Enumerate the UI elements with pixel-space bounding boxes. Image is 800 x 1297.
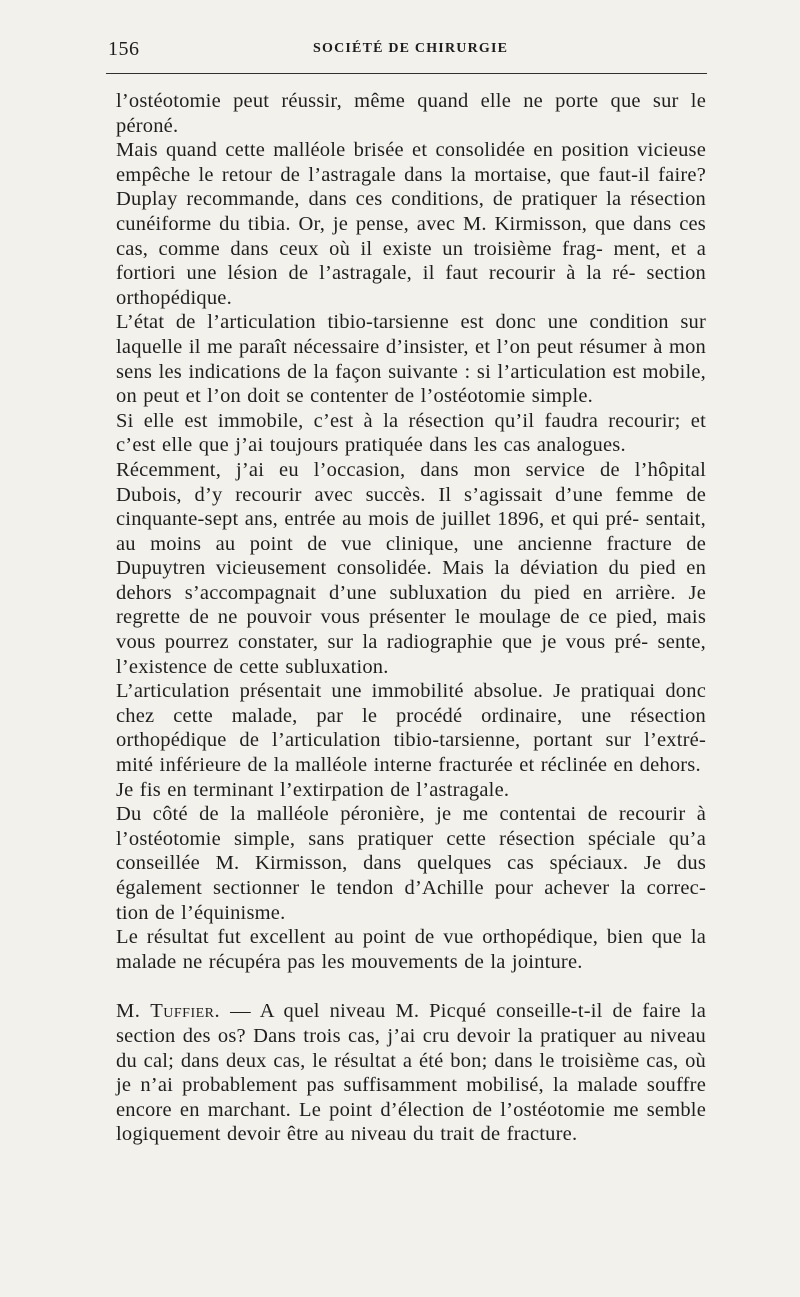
text-line: est mobile, on peut et l’on doit se contenter de l’ostéotomie simple. xyxy=(116,360,706,408)
page-header xyxy=(108,34,708,64)
text-line: Je fis en terminant l’extirpation de l’astragale. xyxy=(116,778,510,801)
text-line: Mais quand cette malléole brisée et consolidée en position xyxy=(116,139,629,162)
text-line: l’ostéotomie peut réussir, même quand elle ne porte que sur le xyxy=(116,90,706,112)
paragraph xyxy=(116,802,706,925)
text-line: péroné. xyxy=(116,114,179,137)
text-line: me semble logiquement devoir être au niveau du trait de fracture. xyxy=(116,1098,706,1146)
text-line: de Dupuytren vicieusement consolidée. Mais la déviation du pied xyxy=(116,532,707,580)
text-line: conseillée M. Kirmisson, dans quelques cas spéciaux. Je dus xyxy=(116,852,706,875)
text-line: vicieuse empêche le retour de l’astragale dans la mortaise, que xyxy=(116,139,706,186)
text-line: l’ostéotomie simple, sans pratiquer cette résection spéciale qu’a xyxy=(116,827,706,850)
text-line: Si elle est immobile, c’est à la résection qu’il faudra recourir; et xyxy=(116,409,706,432)
text-line: la section des os? Dans trois cas, j’ai cru devoir la pratiquer au xyxy=(116,1000,706,1047)
text-line: Du côté de la malléole péronière, je me contentai de recourir à xyxy=(116,803,706,826)
text-line: — A quel niveau M. Picqué conseille-t-il de faire xyxy=(230,1000,681,1023)
paragraph xyxy=(116,679,706,777)
text-line: faut-il faire? Duplay recommande, dans ces conditions, de pratiquer xyxy=(116,163,706,211)
text-line: L’état de l’articulation tibio-tarsienne est donc une condition xyxy=(116,311,669,334)
paragraph xyxy=(116,310,706,408)
text-line: L’articulation présentait une immobilité absolue. Je pratiquai xyxy=(116,680,656,703)
running-title: SOCIÉTÉ DE CHIRURGIE xyxy=(313,41,509,56)
paragraph xyxy=(116,458,706,679)
text-line: donc chez cette malade, par le procédé ordinaire, une résection xyxy=(116,680,707,727)
text-line: Récemment, j’ai eu l’occasion, dans mon service de l’hôpital xyxy=(116,458,706,481)
text-line: sentait, au moins au point de vue clinique, une ancienne fracture xyxy=(116,508,706,555)
text-line: cas, où je n’ai probablement pas suffisamment mobilisé, la malade xyxy=(116,1049,707,1097)
text-line: en dehors s’accompagnait d’une subluxation du pied en arrière. xyxy=(116,557,707,604)
text-line: Le résultat fut excellent au point de vue orthopédique, bien que xyxy=(116,926,683,949)
header-rule xyxy=(106,73,707,74)
text-line: niveau du cal; dans deux cas, le résultat a été bon; dans le troisième xyxy=(116,1024,706,1072)
text-line: c’est elle que j’ai toujours pratiquée dans les cas analogues. xyxy=(116,434,626,457)
paragraph xyxy=(116,778,706,803)
paragraph xyxy=(116,925,706,974)
text-line: sur laquelle il me paraît nécessaire d’insister, et l’on peut résumer xyxy=(116,311,706,358)
text-line: mité inférieure de la malléole interne fracturée et réclinée en xyxy=(116,754,634,777)
text-line: sente, l’existence de cette subluxation. xyxy=(116,631,706,678)
paragraph xyxy=(116,409,706,458)
page-number: 156 xyxy=(108,38,140,60)
text-line: la malade ne récupéra pas les mouvements de la jointure. xyxy=(116,926,707,973)
text-line: Dubois, d’y recourir avec succès. Il s’agissait d’une femme de xyxy=(116,483,706,506)
text-line: dehors. xyxy=(639,754,701,777)
text-line: mais vous pourrez constater, sur la radiographie que je vous pré- xyxy=(116,606,707,654)
text-line: ment, et a fortiori une lésion de l’astragale, il faut recourir à la ré- xyxy=(116,237,707,285)
paragraph xyxy=(116,89,706,138)
text-line: la résection cunéiforme du tibia. Or, je pense, avec M. Kirmisson, xyxy=(116,188,706,235)
text-line: cinquante-sept ans, entrée au mois de juillet 1896, et qui pré- xyxy=(116,508,640,531)
speaker-name: M. Tuffier. xyxy=(116,1000,221,1023)
text-line: souffre encore en marchant. Le point d’élection de l’ostéotomie xyxy=(116,1074,707,1121)
text-line: à mon sens les indications de la façon suivante : si l’articulation xyxy=(116,335,707,383)
paragraph xyxy=(116,138,706,310)
speaker-paragraph xyxy=(116,999,706,1147)
text-line: tion de l’équinisme. xyxy=(116,901,286,924)
text-line: orthopédique de l’articulation tibio-tarsienne, portant sur l’extré- xyxy=(116,729,706,752)
text-line: que dans ces cas, comme dans ceux où il existe un troisième frag- xyxy=(116,212,706,260)
document-body xyxy=(116,89,706,1147)
text-line: également sectionner le tendon d’Achille pour achever la correc- xyxy=(116,877,706,899)
text-line: section orthopédique. xyxy=(116,262,706,309)
text-line: Je regrette de ne pouvoir vous présenter le moulage de ce pied, xyxy=(116,581,706,629)
